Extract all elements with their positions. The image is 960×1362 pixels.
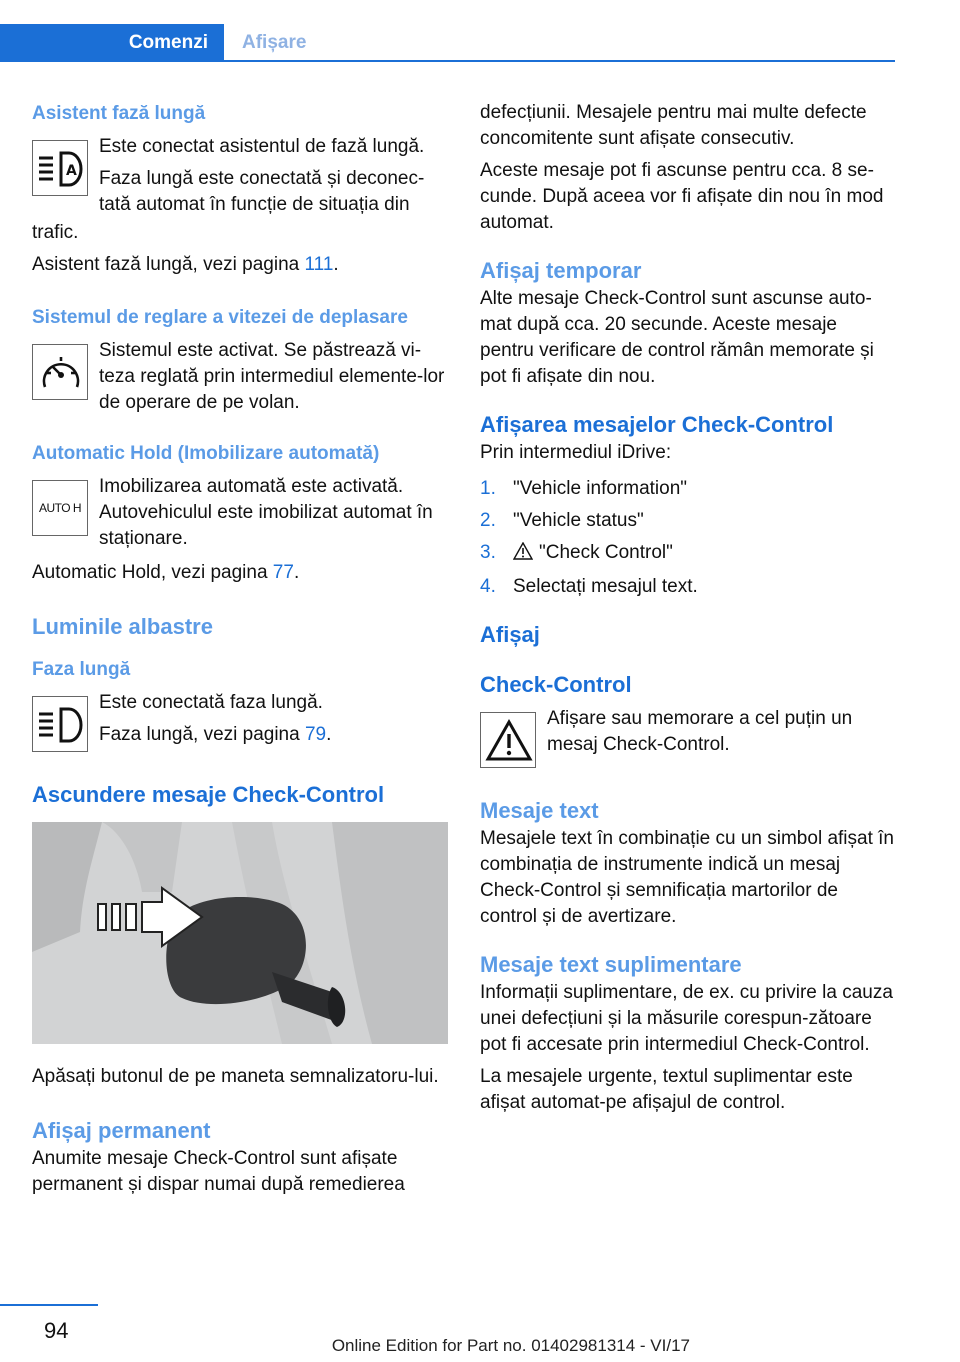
tab-comenzi[interactable]: Comenzi: [0, 24, 224, 62]
section-title-high-beam-assistant: Asistent fază lungă: [32, 103, 206, 124]
cruise-control-icon: [32, 344, 88, 400]
text-messages-text: Mesajele text în combinație cu un simbol afișat în combinația de instrumente indică un mesaj Check-Control și semnificația martorilor de control și de avertizare.: [480, 828, 894, 927]
list-item: [480, 476, 896, 502]
list-item: [480, 540, 896, 568]
step-text[interactable]: "Vehicle information": [513, 478, 688, 499]
autohold-reference-text: Automatic Hold, vezi pagina: [32, 562, 268, 583]
additional-text-1: Informații suplimentare, de ex. cu privire la cauza unei defecțiuni și la măsurile corespun-zătoare pot fi accesate prin intermediul Check-Control.: [480, 982, 893, 1055]
hba-reference-text: Asistent fază lungă, vezi pagina: [32, 254, 300, 275]
show-intro: Prin intermediul iDrive:: [480, 442, 672, 463]
hba-text-1: Este conectat asistentul de fază lungă.: [99, 136, 425, 157]
step-number: 3.: [480, 542, 496, 563]
cruise-text: Sistemul este activat. Se păstrează vi-teza reglată prin intermediul elemente-lor de operare de pe volan.: [99, 340, 445, 413]
highbeam-page-link[interactable]: 79: [304, 724, 327, 745]
section-title-text-messages: Mesaje text: [480, 798, 599, 823]
edition-note: Online Edition for Part no. 01402981314 - VI/17: [331, 1336, 690, 1355]
warning-triangle-icon: [513, 542, 539, 568]
right-column: [480, 100, 896, 1116]
check-control-block: [480, 706, 896, 776]
hba-text-2a: Faza lungă este conectată și deconec-: [99, 168, 425, 189]
turn-signal-stalk-illustration: [32, 822, 448, 1044]
left-column: [32, 100, 448, 1198]
hba-reference: Asistent fază lungă, vezi pagina 111.: [32, 254, 339, 275]
high-beam-block: [32, 690, 448, 760]
highbeam-reference: Faza lungă, vezi pagina 79.: [99, 724, 332, 745]
additional-text-2: La mesajele urgente, textul suplimentar este afișat automat-pe afișajul de control.: [480, 1066, 853, 1113]
section-title-blue-lights: Luminile albastre: [32, 614, 213, 639]
section-title-high-beam: Faza lungă: [32, 659, 131, 680]
hba-page-link[interactable]: 111: [304, 254, 334, 275]
section-title-cruise-control: Sistemul de reglare a vitezei de deplasare: [32, 307, 408, 328]
section-title-display: Afișaj: [480, 622, 540, 647]
footer-rule: [0, 1304, 98, 1306]
continued-text: defecțiunii. Mesajele pentru mai multe defecte concomitente sunt afișate consecutiv.: [480, 102, 867, 149]
hide-text: Apăsați butonul de pe maneta semnalizatoru-lui.: [32, 1066, 439, 1087]
section-title-show-messages: Afișarea mesajelor Check-Control: [480, 412, 834, 437]
auto-hold-icon-label: AUTO H: [38, 501, 82, 515]
step-text[interactable]: "Check Control": [539, 542, 673, 563]
section-title-additional-messages: Mesaje text suplimentare: [480, 952, 742, 977]
tab-afisare[interactable]: Afișare: [242, 32, 307, 53]
step-number: 2.: [480, 510, 496, 531]
list-item: [480, 574, 896, 600]
check-control-text: Afișare sau memorare a cel puțin un mesaj Check-Control.: [547, 708, 853, 755]
autohold-page-link[interactable]: 77: [272, 562, 294, 583]
list-item: [480, 508, 896, 534]
step-number: 1.: [480, 478, 496, 499]
section-title-check-control: Check-Control: [480, 672, 632, 697]
step-text[interactable]: Selectați mesajul text.: [513, 576, 698, 597]
auto-hold-icon: [32, 480, 88, 536]
cruise-control-block: [32, 338, 448, 420]
page-number: 94: [44, 1318, 69, 1343]
svg-text:A: A: [66, 163, 77, 179]
highbeam-reference-text: Faza lungă, vezi pagina: [99, 724, 300, 745]
warning-triangle-icon: [480, 712, 536, 768]
steps-list: [480, 476, 896, 600]
highbeam-text: Este conectată faza lungă.: [99, 692, 323, 713]
automatic-hold-block: [32, 474, 448, 554]
autohold-text-1: Imobilizarea automată este activată.: [99, 476, 404, 497]
step-number: 4.: [480, 576, 496, 597]
hide-duration-text: Aceste mesaje pot fi ascunse pentru cca. 8 se-cunde. După aceea vor fi afișate din nou în mod automat.: [480, 160, 884, 233]
section-title-permanent-display: Afișaj permanent: [32, 1118, 211, 1143]
permanent-text: Anumite mesaje Check-Control sunt afișate permanent și dispar numai după remedierea: [32, 1148, 405, 1195]
autohold-reference: Automatic Hold, vezi pagina 77.: [32, 562, 300, 583]
hba-text-2c: trafic.: [32, 222, 79, 243]
section-title-hide-check-control: Ascundere mesaje Check-Control: [32, 782, 385, 807]
high-beam-assistant-block: [32, 134, 448, 230]
temporary-text: Alte mesaje Check-Control sunt ascunse auto-mat după cca. 20 secunde. Aceste mesaje pentru verificare de control rămân memorate și pot fi afișate din nou.: [480, 288, 874, 387]
hba-text-2b: tată automat în funcție de situația din: [99, 194, 410, 215]
autohold-text-2: Autovehiculul este imobilizat automat în staționare.: [99, 502, 433, 549]
top-navigation-bar: [0, 0, 895, 62]
high-beam-icon: [32, 696, 88, 752]
high-beam-assistant-icon: [32, 140, 88, 196]
step-text[interactable]: "Vehicle status": [513, 510, 644, 531]
section-title-automatic-hold: Automatic Hold (Imobilizare automată): [32, 443, 380, 464]
section-title-temporary-display: Afișaj temporar: [480, 258, 642, 283]
